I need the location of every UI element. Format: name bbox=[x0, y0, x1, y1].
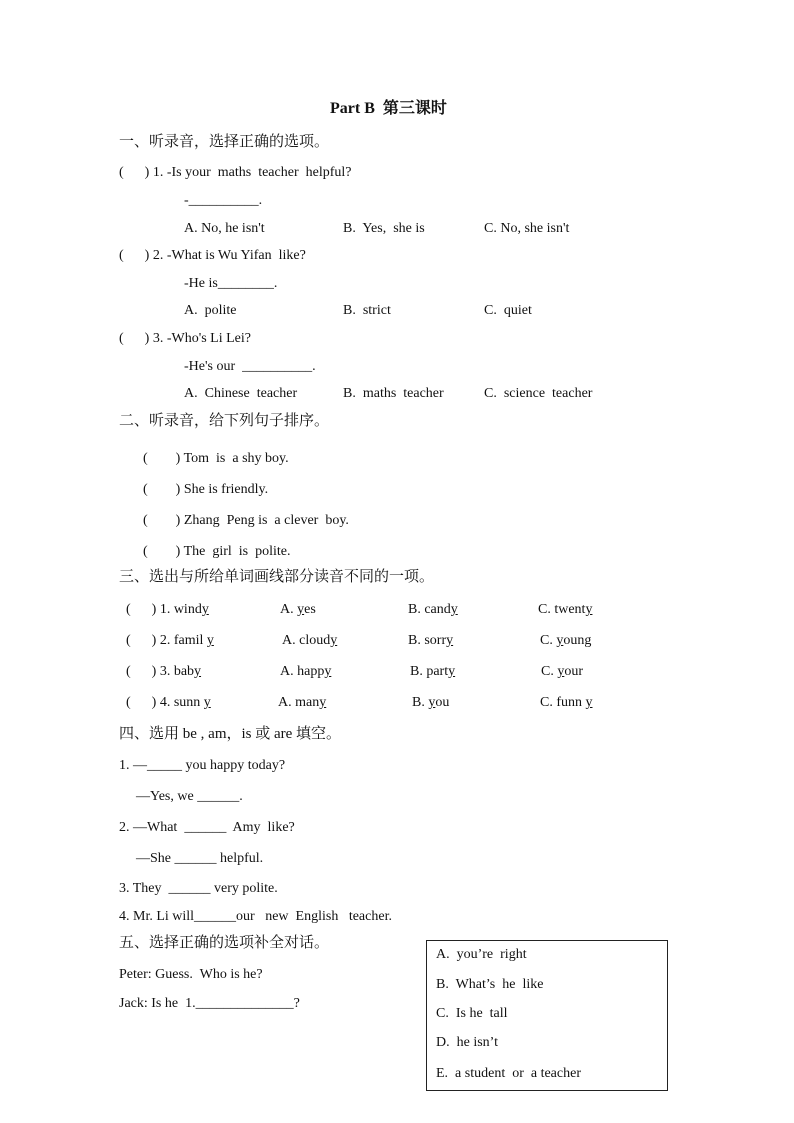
dialogue-option: C. Is he tall bbox=[436, 1006, 508, 1021]
phonics-option-c: C. twenty bbox=[538, 602, 593, 617]
dialogue-line: Jack: Is he 1.______________? bbox=[119, 996, 300, 1011]
dialogue-option: D. he isn’t bbox=[436, 1035, 498, 1050]
phonics-question: ( ) 3. baby bbox=[126, 664, 202, 679]
question-3-stem: ( ) 3. -Who's Li Lei? bbox=[119, 331, 251, 346]
question-3-option-a: A. Chinese teacher bbox=[184, 386, 298, 401]
question-2-option-c: C. quiet bbox=[484, 303, 532, 318]
fill-line: —Yes, we ______. bbox=[136, 789, 243, 804]
question-2-answer-line: -He is________. bbox=[184, 276, 278, 291]
question-3-answer-line: -He's our __________. bbox=[184, 359, 316, 374]
phonics-option-a: A. cloudy bbox=[282, 633, 338, 648]
phonics-option-c: C. young bbox=[540, 633, 592, 648]
page-title: Part B 第三课时 bbox=[330, 100, 447, 117]
ordering-item: ( ) The girl is polite. bbox=[143, 544, 291, 559]
ordering-item: ( ) She is friendly. bbox=[143, 482, 269, 497]
section-4-heading: 四、选用 be , am，is 或 are 填空。 bbox=[119, 726, 342, 742]
phonics-option-c: C. funn y bbox=[540, 695, 593, 710]
phonics-option-b: B. party bbox=[410, 664, 456, 679]
phonics-option-a: A. happy bbox=[280, 664, 332, 679]
question-1-answer-line: -__________. bbox=[184, 193, 263, 208]
phonics-option-b: B. you bbox=[412, 695, 450, 710]
phonics-option-b: B. sorry bbox=[408, 633, 454, 648]
ordering-item: ( ) Zhang Peng is a clever boy. bbox=[143, 513, 349, 528]
question-1-option-a: A. No, he isn't bbox=[184, 221, 265, 236]
phonics-option-c: C. your bbox=[541, 664, 584, 679]
question-1-stem: ( ) 1. -Is your maths teacher helpful? bbox=[119, 165, 352, 180]
phonics-option-a: A. yes bbox=[280, 602, 316, 617]
phonics-question: ( ) 2. famil y bbox=[126, 633, 214, 648]
section-5-heading: 五、选择正确的选项补全对话。 bbox=[119, 935, 330, 951]
section-3-heading: 三、选出与所给单词画线部分读音不同的一项。 bbox=[119, 569, 435, 585]
question-2-option-b: B. strict bbox=[343, 303, 391, 318]
question-2-stem: ( ) 2. -What is Wu Yifan like? bbox=[119, 248, 306, 263]
section-2-heading: 二、听录音，给下列句子排序。 bbox=[119, 413, 330, 429]
question-2-option-a: A. polite bbox=[184, 303, 237, 318]
question-1-option-c: C. No, she isn't bbox=[484, 221, 570, 236]
phonics-option-a: A. many bbox=[278, 695, 327, 710]
fill-line: 4. Mr. Li will______our new English teacher. bbox=[119, 909, 392, 924]
dialogue-option: E. a student or a teacher bbox=[436, 1066, 581, 1081]
ordering-item: ( ) Tom is a shy boy. bbox=[143, 451, 289, 466]
fill-line: 3. They ______ very polite. bbox=[119, 881, 278, 896]
fill-line: —She ______ helpful. bbox=[136, 851, 264, 866]
fill-line: 1. —_____ you happy today? bbox=[119, 758, 286, 773]
question-3-option-c: C. science teacher bbox=[484, 386, 593, 401]
dialogue-line: Peter: Guess. Who is he? bbox=[119, 967, 263, 982]
dialogue-option: A. you’re right bbox=[436, 947, 527, 962]
dialogue-option: B. What’s he like bbox=[436, 977, 544, 992]
fill-line: 2. —What ______ Amy like? bbox=[119, 820, 295, 835]
phonics-question: ( ) 4. sunn y bbox=[126, 695, 211, 710]
question-1-option-b: B. Yes, she is bbox=[343, 221, 425, 236]
section-1-heading: 一、听录音，选择正确的选项。 bbox=[119, 134, 330, 150]
phonics-option-b: B. candy bbox=[408, 602, 458, 617]
phonics-question: ( ) 1. windy bbox=[126, 602, 209, 617]
question-3-option-b: B. maths teacher bbox=[343, 386, 444, 401]
